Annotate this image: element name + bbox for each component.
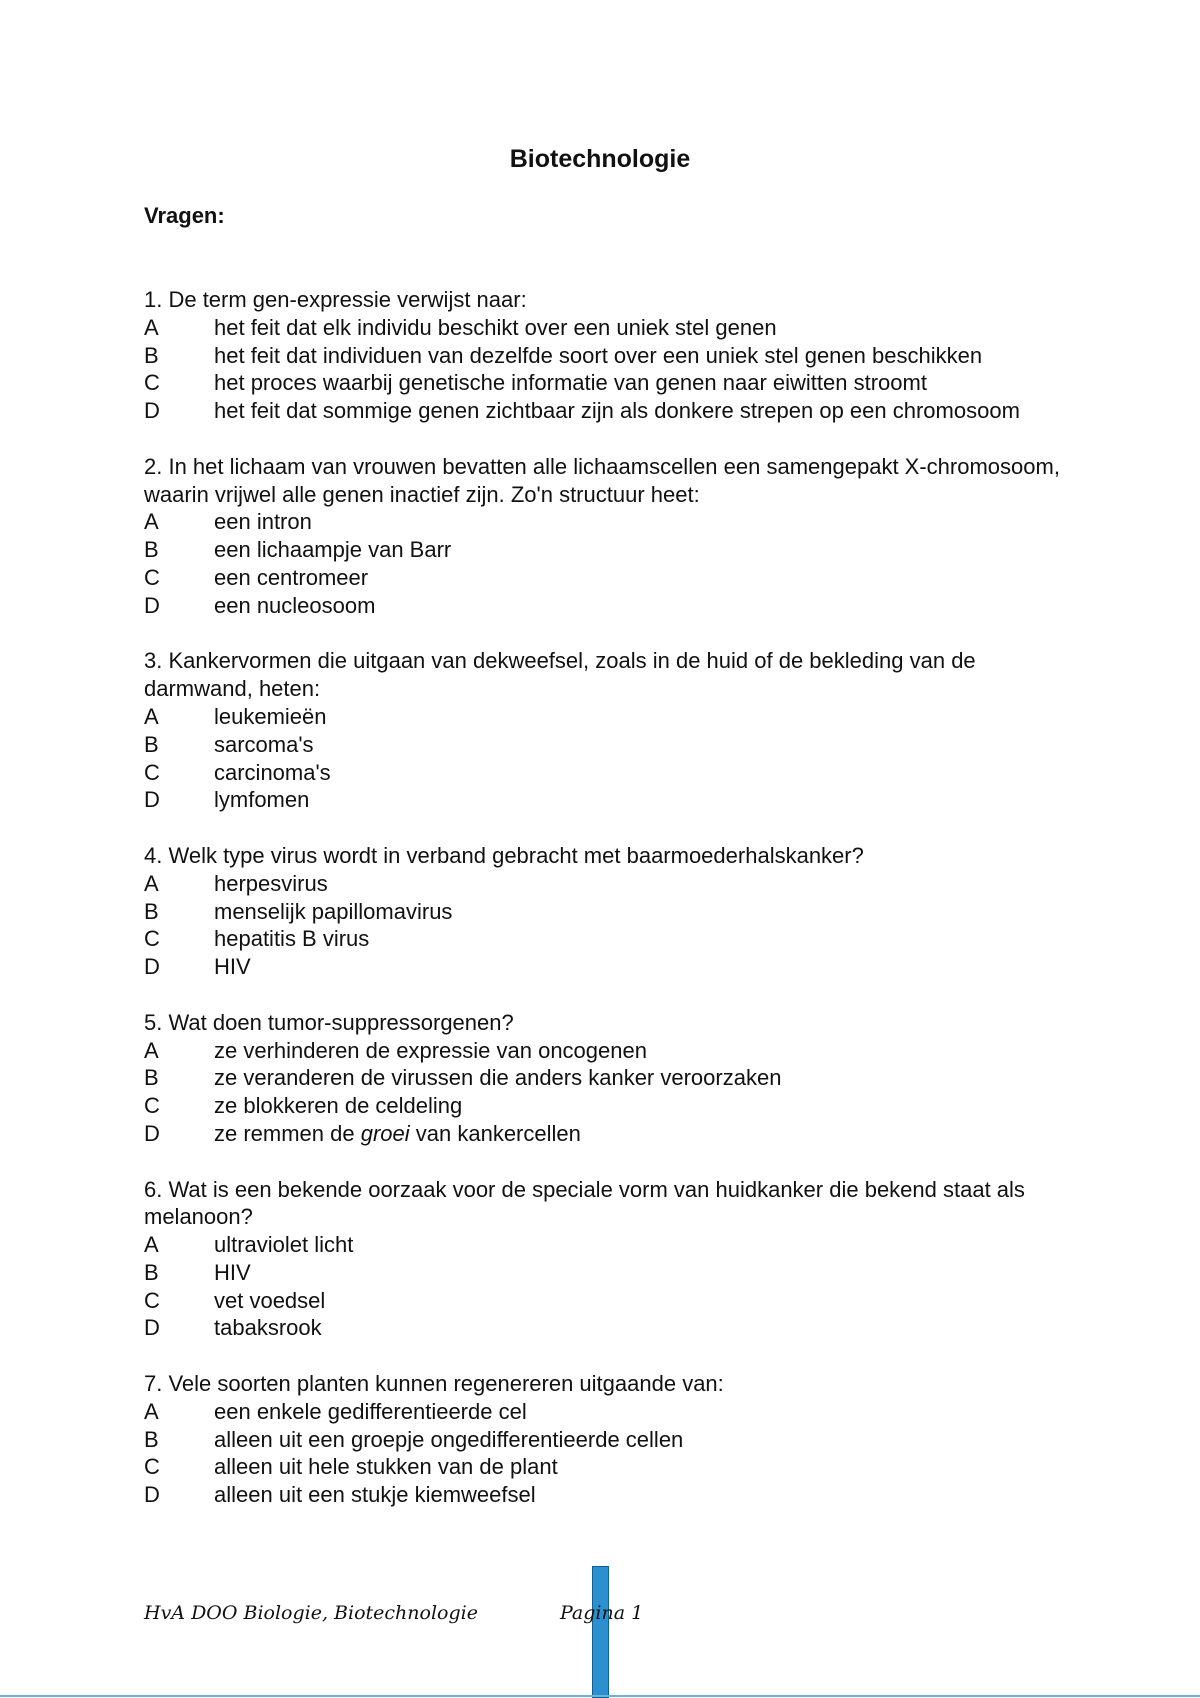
option-text: alleen uit een groepje ongedifferentieerde cellen: [214, 1426, 684, 1452]
option-text: herpesvirus: [214, 870, 328, 896]
option-text: alleen uit hele stukken van de plant: [214, 1454, 558, 1480]
answer-option-b: [144, 342, 1064, 370]
page-bottom-divider: [0, 1695, 1200, 1697]
page-cursor-handle[interactable]: [592, 1566, 609, 1698]
option-letter: D: [144, 1120, 160, 1146]
answer-option-d: [144, 786, 1064, 814]
question-6: [144, 1176, 1064, 1343]
option-text: het feit dat sommige genen zichtbaar zijn als donkere strepen op een chromosoom: [214, 398, 1020, 424]
answer-option-b: [144, 731, 1064, 759]
answer-option-c: [144, 925, 1064, 953]
option-text-start: ze remmen de: [214, 1120, 361, 1146]
answer-option-a: [144, 314, 1064, 342]
option-letter: D: [144, 1482, 160, 1508]
option-letter: B: [144, 898, 159, 924]
option-letter: B: [144, 342, 159, 368]
answer-option-b: [144, 898, 1064, 926]
question-stem: 2. In het lichaam van vrouwen bevatten alle lichaamscellen een samengepakt X-chromosoom, waarin vrijwel alle genen inactief zijn. Zo'n structuur heet:: [144, 453, 1060, 507]
question-stem: 4. Welk type virus wordt in verband gebracht met baarmoederhalskanker?: [144, 842, 864, 868]
option-letter: A: [144, 314, 159, 340]
question-stem: 7. Vele soorten planten kunnen regenereren uitgaande van:: [144, 1371, 724, 1397]
answer-option-c: [144, 1092, 1064, 1120]
answer-option-d: [144, 1314, 1064, 1342]
question-stem: 6. Wat is een bekende oorzaak voor de speciale vorm van huidkanker die bekend staat als melanoon?: [144, 1176, 1025, 1230]
answer-option-a: [144, 870, 1064, 898]
option-letter: C: [144, 1093, 160, 1119]
option-letter: B: [144, 537, 159, 563]
footer-document-title: HvA DOO Biologie, Biotechnologie: [144, 1602, 478, 1624]
option-text: een intron: [214, 509, 312, 535]
answer-option-d: [144, 1481, 1064, 1509]
answer-option-d: [144, 397, 1064, 425]
option-text: het feit dat individuen van dezelfde soort over een uniek stel genen beschikken: [214, 342, 983, 368]
question-list: [144, 286, 1064, 1537]
option-letter: C: [144, 564, 160, 590]
option-letter: C: [144, 1287, 160, 1313]
answer-option-a: [144, 1037, 1064, 1065]
option-letter: A: [144, 509, 159, 535]
option-text: tabaksrook: [214, 1315, 322, 1341]
option-text-end: van kankercellen: [409, 1120, 581, 1146]
question-4: [144, 842, 1064, 981]
answer-option-c: [144, 1453, 1064, 1481]
option-letter: A: [144, 1037, 159, 1063]
answer-option-a: [144, 1231, 1064, 1259]
option-letter: B: [144, 1426, 159, 1452]
option-letter: C: [144, 926, 160, 952]
footer-page-number: Pagina 1: [560, 1602, 644, 1624]
option-text: leukemieën: [214, 703, 327, 729]
question-stem: 5. Wat doen tumor-suppressorgenen?: [144, 1009, 514, 1035]
question-3: [144, 647, 1064, 814]
option-letter: A: [144, 1398, 159, 1424]
option-letter: A: [144, 703, 159, 729]
option-letter: A: [144, 870, 159, 896]
question-5: [144, 1009, 1064, 1148]
answer-option-d: [144, 592, 1064, 620]
option-text: ze verhinderen de expressie van oncogenen: [214, 1037, 647, 1063]
option-letter: B: [144, 1259, 159, 1285]
option-letter: D: [144, 787, 160, 813]
answer-option-d: [144, 1120, 1064, 1148]
question-1: [144, 286, 1064, 425]
option-text: [214, 1120, 1064, 1148]
option-text: HIV: [214, 954, 251, 980]
option-letter: C: [144, 1454, 160, 1480]
option-text: alleen uit een stukje kiemweefsel: [214, 1482, 536, 1508]
answer-option-d: [144, 953, 1064, 981]
option-letter: B: [144, 731, 159, 757]
page-title: Biotechnologie: [509, 145, 691, 173]
answer-option-b: [144, 1259, 1064, 1287]
option-text-emphasis: groei: [360, 1120, 410, 1146]
option-text: vet voedsel: [214, 1287, 326, 1313]
option-text: een enkele gedifferentieerde cel: [214, 1398, 527, 1424]
option-letter: C: [144, 370, 160, 396]
answer-option-c: [144, 1287, 1064, 1315]
answer-option-b: [144, 1426, 1064, 1454]
option-text: ultraviolet licht: [214, 1232, 354, 1258]
answer-option-c: [144, 564, 1064, 592]
option-letter: C: [144, 759, 160, 785]
question-2: [144, 453, 1064, 620]
option-letter: D: [144, 1315, 160, 1341]
answer-option-a: [144, 508, 1064, 536]
option-text: carcinoma's: [214, 759, 331, 785]
option-text: HIV: [214, 1259, 251, 1285]
section-heading: Vragen:: [144, 203, 225, 228]
option-letter: A: [144, 1232, 159, 1258]
question-stem: 3. Kankervormen die uitgaan van dekweefsel, zoals in de huid of de bekleding van de darmwand, heten:: [144, 648, 976, 702]
option-letter: D: [144, 398, 160, 424]
question-stem: 1. De term gen-expressie verwijst naar:: [144, 287, 527, 312]
answer-option-b: [144, 1064, 1064, 1092]
option-text: hepatitis B virus: [214, 926, 370, 952]
option-letter: D: [144, 592, 160, 618]
option-text: menselijk papillomavirus: [214, 898, 453, 924]
option-text: ze blokkeren de celdeling: [214, 1093, 463, 1119]
option-text: een nucleosoom: [214, 592, 376, 618]
option-text: een lichaampje van Barr: [214, 537, 452, 563]
option-text: sarcoma's: [214, 731, 314, 757]
option-text: een centromeer: [214, 564, 369, 590]
answer-option-a: [144, 703, 1064, 731]
option-text: lymfomen: [214, 787, 310, 813]
option-letter: B: [144, 1065, 159, 1091]
answer-option-c: [144, 759, 1064, 787]
answer-option-b: [144, 536, 1064, 564]
question-7: [144, 1370, 1064, 1509]
answer-option-c: [144, 369, 1064, 397]
option-text: het feit dat elk individu beschikt over een uniek stel genen: [214, 314, 777, 340]
answer-option-a: [144, 1398, 1064, 1426]
option-letter: D: [144, 954, 160, 980]
option-text: het proces waarbij genetische informatie van genen naar eiwitten stroomt: [214, 370, 927, 396]
option-text: ze veranderen de virussen die anders kanker veroorzaken: [214, 1065, 782, 1091]
